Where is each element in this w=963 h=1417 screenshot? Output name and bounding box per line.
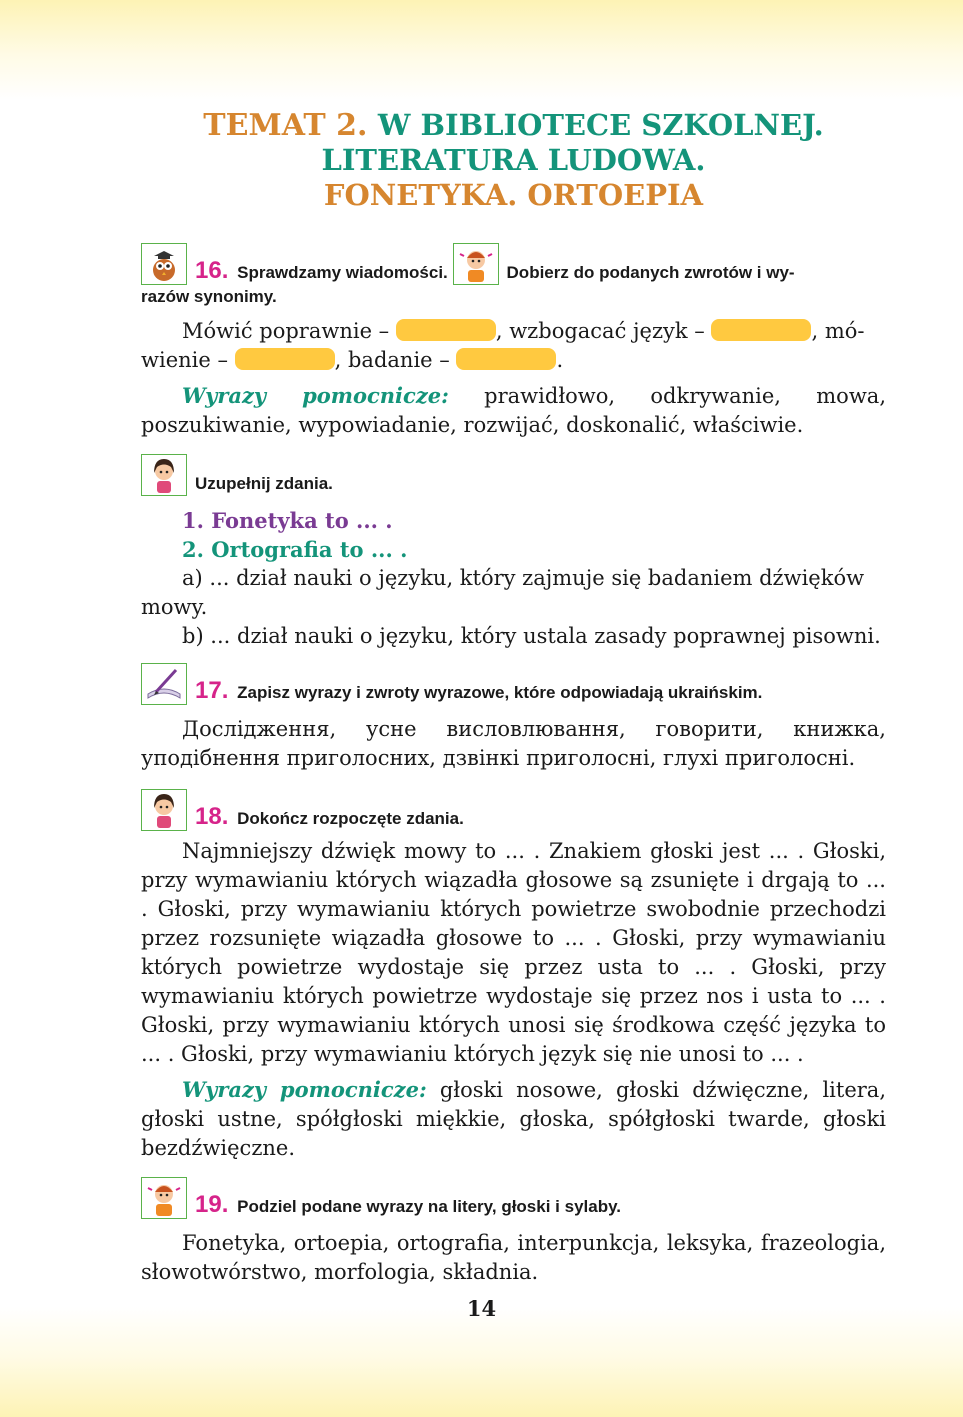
page-number: 14 bbox=[466, 1296, 497, 1321]
task-17-number: 17. bbox=[195, 677, 229, 704]
exercise-text: , mó- bbox=[811, 319, 865, 343]
task-18-text: Najmniejszy dźwięk mowy to ... . Znakiem głoski jest ... . Głoski, przy wymawianiu których wiązadła głosowe są zsunięte i drgają to ... . Głoski, przy wymawianiu których powietrze swobodnie przechodzi przez rozsunięte wiązadła głosowe to ... . Głoski, przy wymawianiu których powietrze wydostaje się przez usta to ... . Głoski, przy wymawianiu których powietrze wydostaje się przez nos i usta to ... . Głoski, przy wymawianiu których unosi się środkowa część języka to ... . Głoski, przy wymawianiu których język się nie unosi to ... . bbox=[141, 839, 886, 1066]
girl-icon bbox=[141, 454, 187, 496]
task-17-header bbox=[141, 663, 886, 705]
top-color-band bbox=[0, 0, 963, 100]
exercise-text: . bbox=[556, 348, 564, 372]
definition-item-1: 1. Fonetyka to ... . bbox=[182, 508, 393, 533]
task-16-header bbox=[141, 243, 886, 309]
task-19-instruction: Podziel podane wyrazy na litery, głoski i sylaby. bbox=[237, 1197, 621, 1216]
title-line2: LITERATURA LUDOWA. bbox=[321, 143, 706, 177]
task-16-instruction-a: Sprawdzamy wiadomości. bbox=[237, 263, 448, 282]
answer-blank[interactable] bbox=[456, 348, 556, 370]
owl-teacher-icon bbox=[141, 243, 187, 285]
definition-item-2: 2. Ortografia to ... . bbox=[182, 537, 408, 562]
pen-notebook-icon bbox=[141, 663, 187, 705]
helper-text: prawidłowo, odkrywanie, mowa, poszukiwanie, wypowiadanie, rozwijać, doskonalić, właściwie. bbox=[141, 384, 886, 437]
title-line3: FONETYKA. ORTOEPIA bbox=[323, 178, 704, 212]
page-title bbox=[141, 108, 886, 213]
girl-icon bbox=[141, 789, 187, 831]
task-19-header bbox=[141, 1177, 886, 1219]
child-thinking-icon bbox=[141, 1177, 187, 1219]
child-thinking-icon bbox=[453, 243, 499, 285]
task-16-number: 16. bbox=[195, 257, 229, 284]
task-16-exercise bbox=[141, 317, 886, 375]
answer-blank[interactable] bbox=[396, 319, 496, 341]
task-18-instruction: Dokończ rozpoczęte zdania. bbox=[237, 809, 464, 828]
exercise-text: , wzbogacać język – bbox=[495, 319, 712, 343]
answer-blank[interactable] bbox=[711, 319, 811, 341]
task-18-number: 18. bbox=[195, 803, 229, 830]
task-17-text: Дослідження, усне висловлювання, говорити, книжка, уподібнення приголосних, дзвінкі приголосні, глухі приголосні. bbox=[141, 717, 886, 770]
helper-text: głoski nosowe, głoski dźwięczne, litera, głoski ustne, spółgłoski miękkie, głoska, spółgłoski twarde, głoski bezdźwięczne. bbox=[141, 1078, 886, 1160]
title-line1: W BIBLIOTECE SZKOLNEJ. bbox=[377, 108, 824, 142]
exercise-text: , badanie – bbox=[334, 348, 457, 372]
task-18-helper-words bbox=[141, 1075, 886, 1163]
task-17-instruction: Zapisz wyrazy i zwroty wyrazowe, które odpowiadają ukraińskim. bbox=[237, 683, 763, 702]
page-content bbox=[141, 108, 886, 1287]
task-18-header bbox=[141, 789, 886, 831]
task-19-text: Fonetyka, ortoepia, ortografia, interpunkcja, leksyka, frazeologia, słowotwórstwo, morfologia, składnia. bbox=[141, 1231, 886, 1284]
complete-instruction: Uzupełnij zdania. bbox=[195, 474, 333, 493]
exercise-text: Mówić poprawnie – bbox=[182, 319, 396, 343]
complete-header bbox=[141, 454, 886, 496]
bottom-color-band bbox=[0, 1307, 963, 1417]
task-19-number: 19. bbox=[195, 1191, 229, 1218]
definition-option-b: b) ... dział nauki o języku, który ustala zasady poprawnej pisowni. bbox=[182, 624, 881, 648]
helper-label: Wyrazy pomocnicze: bbox=[182, 383, 449, 408]
exercise-text: wienie – bbox=[141, 348, 235, 372]
task-16-instruction-b: Dobierz do podanych zwrotów i wy- bbox=[506, 263, 795, 282]
helper-label: Wyrazy pomocnicze: bbox=[182, 1077, 427, 1102]
answer-blank[interactable] bbox=[235, 348, 335, 370]
title-topic-number: TEMAT 2. bbox=[203, 108, 368, 143]
task-16-instruction-c: razów synonimy. bbox=[141, 287, 277, 306]
definition-option-a: a) ... dział nauki o języku, który zajmuje się badaniem dźwięków mowy. bbox=[141, 566, 865, 619]
task-16-helper-words bbox=[141, 381, 886, 440]
